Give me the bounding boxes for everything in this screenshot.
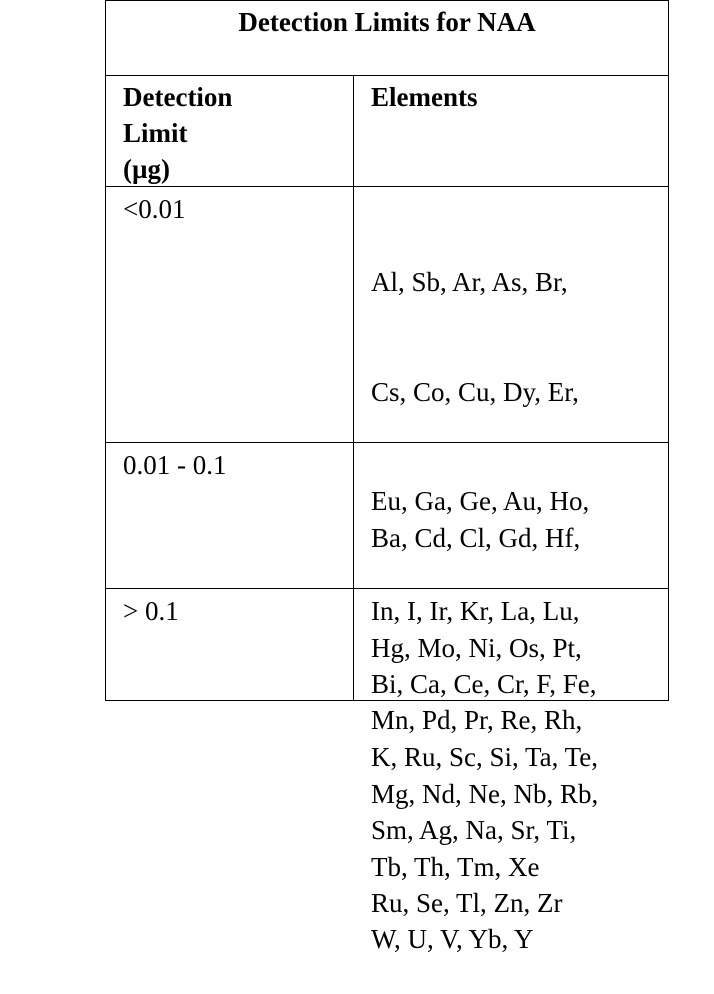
- element-line: Cs, Co, Cu, Dy, Er,: [371, 376, 579, 407]
- header-limit-line: Detection: [123, 82, 233, 112]
- row-limit: 0.01 - 0.1: [123, 450, 227, 480]
- element-line: Ru, Se, Tl, Zn, Zr: [371, 888, 563, 918]
- element-line: W, U, V, Yb, Y: [371, 924, 534, 954]
- element-line: K, Ru, Sc, Si, Ta, Te,: [371, 742, 598, 772]
- element-line: Hg, Mo, Ni, Os, Pt,: [371, 632, 582, 663]
- header-elements: Elements: [371, 82, 478, 112]
- element-line: Sm, Ag, Na, Sr, Ti,: [371, 814, 577, 845]
- table-top-border: [105, 0, 669, 1]
- column-divider: [353, 75, 354, 701]
- header-limit-line: (µg): [123, 154, 171, 184]
- row-elements: [371, 593, 598, 958]
- element-line: Ba, Cd, Cl, Gd, Hf,: [371, 523, 581, 553]
- row-limit: <0.01: [123, 194, 186, 224]
- element-line: In, I, Ir, Kr, La, Lu,: [371, 595, 580, 626]
- element-line: Bi, Ca, Ce, Cr, F, Fe,: [371, 669, 597, 699]
- element-line: Al, Sb, Ar, As, Br,: [371, 267, 568, 297]
- title-divider: [105, 75, 669, 76]
- header-limit-line: Limit: [123, 118, 188, 148]
- header-detection-limit: [123, 79, 232, 187]
- row-limit: > 0.1: [123, 596, 179, 626]
- element-line: Mn, Pd, Pr, Re, Rh,: [371, 705, 583, 735]
- table-title: Detection Limits for NAA: [238, 7, 536, 37]
- element-line: Mg, Nd, Ne, Nb, Rb,: [371, 778, 599, 809]
- element-line: Tb, Th, Tm, Xe: [371, 851, 540, 882]
- element-line: Eu, Ga, Ge, Au, Ho,: [371, 486, 590, 516]
